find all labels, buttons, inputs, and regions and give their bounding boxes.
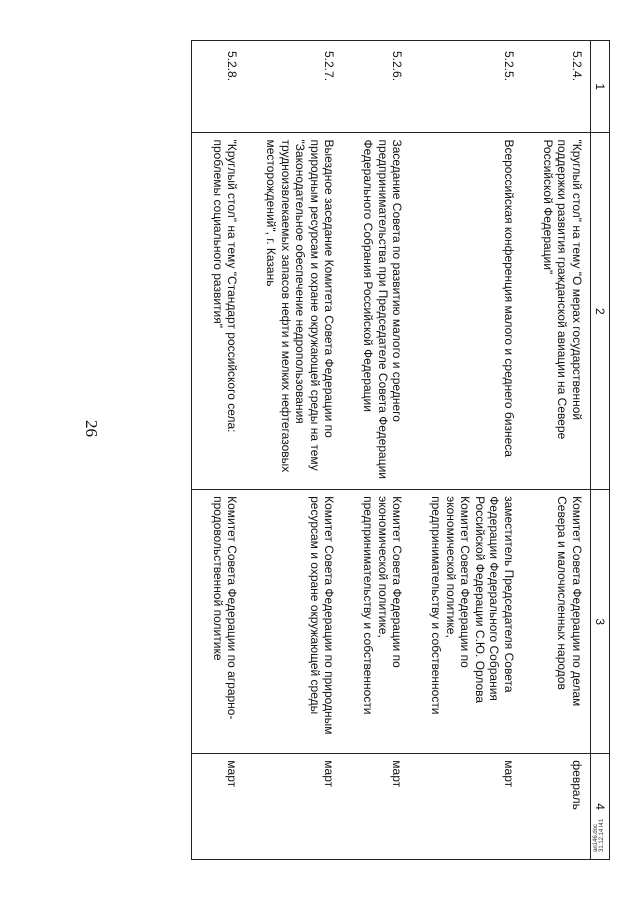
table-row — [343, 41, 411, 860]
date: март — [245, 754, 342, 860]
header-col-4: 4 — [591, 754, 610, 860]
table-row — [410, 41, 522, 860]
rotated-table-wrapper — [90, 40, 610, 860]
header-col-1: 1 — [591, 41, 610, 133]
row-number: 5.2.7. — [245, 41, 342, 133]
date: февраль — [522, 754, 590, 860]
date: март — [192, 754, 246, 860]
responsible: Комитет Совета Федерации по экономической политике, предпринимательству и собственности — [343, 490, 411, 754]
responsible: заместитель Председателя Совета Федерации Федерального Собрания Российской Федерации С.Ю. Орлова Комитет Совета Федерации по экономической политике, предпринимательству и собственности — [410, 490, 522, 754]
event-description: "Круглый стол" на тему "Стандарт российского села: проблемы социального развития" — [192, 133, 246, 490]
event-description: Выездное заседание Комитета Совета Федерации по природным ресурсам и охране окружающей среды на тему "Законодательное обеспечение недропользования трудноизвлекаемых запасов нефти и мелких нефтегазовых месторождений", г. Казань — [245, 133, 342, 490]
date: март — [343, 754, 411, 860]
responsible: Комитет Совета Федерации по делам Севера и малочисленных народов — [522, 490, 590, 754]
event-description: Заседание Совета по развитию малого и среднего предпринимательства при Председателе Совета Федерации Федерального Собрания Российской Федерации — [343, 133, 411, 490]
row-number: 5.2.8. — [192, 41, 246, 133]
events-table — [191, 40, 610, 860]
table-row — [245, 41, 342, 860]
table-row — [522, 41, 590, 860]
row-number: 5.2.6. — [343, 41, 411, 133]
header-row — [591, 41, 610, 860]
header-col-3: 3 — [591, 490, 610, 754]
row-number: 5.2.5. — [410, 41, 522, 133]
responsible: Комитет Совета Федерации по аграрно-продовольственной политике — [192, 490, 246, 754]
footer-note: an146.doc 31.12.14 l41 — [593, 818, 605, 852]
table-row — [192, 41, 246, 860]
event-description: "Круглый стол" на тему "О мерах государственной поддержки развития гражданской авиации на Севере Российской Федерации" — [522, 133, 590, 490]
header-col-2: 2 — [591, 133, 610, 490]
event-description: Всероссийская конференция малого и среднего бизнеса — [410, 133, 522, 490]
page-number: 26 — [82, 420, 101, 437]
responsible: Комитет Совета Федерации по природным ресурсам и охране окружающей среды — [245, 490, 342, 754]
date: март — [410, 754, 522, 860]
row-number: 5.2.4. — [522, 41, 590, 133]
